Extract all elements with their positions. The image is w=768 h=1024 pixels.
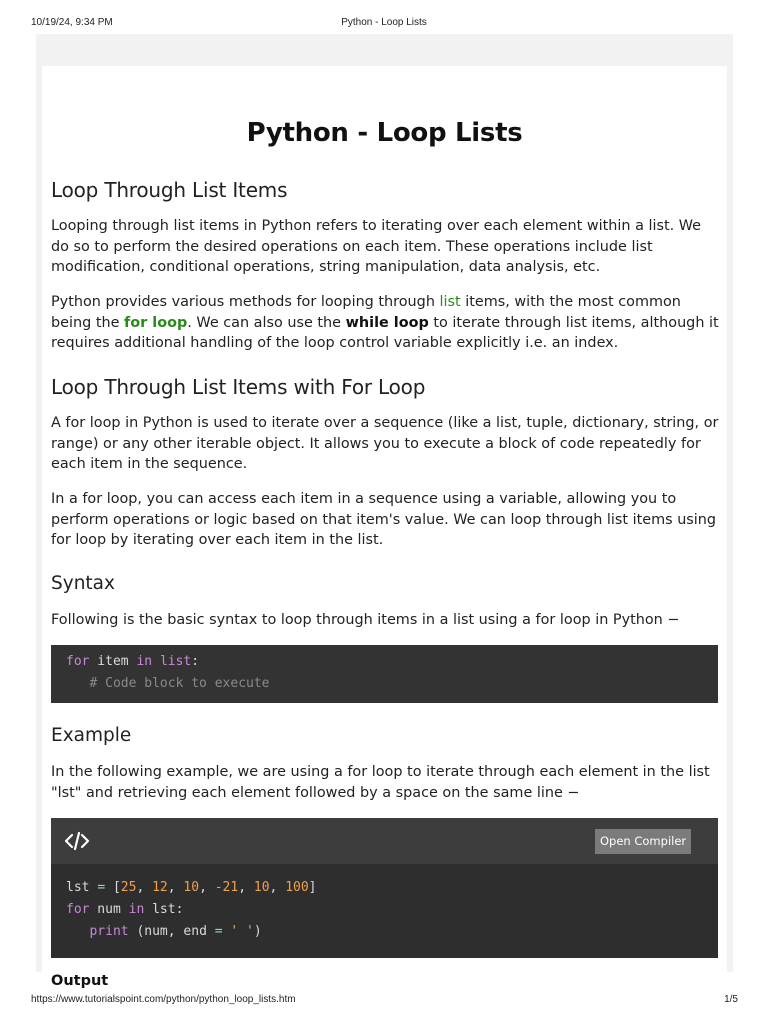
while-loop-text: while loop — [345, 314, 429, 331]
syntax-heading: Syntax — [51, 573, 115, 594]
print-url: https://www.tutorialspoint.com/python/python_loop_lists.htm — [31, 994, 296, 1005]
for-loop-link[interactable]: for loop — [124, 314, 188, 331]
open-compiler-button[interactable]: Open Compiler — [595, 829, 691, 854]
example-toolbar — [51, 818, 718, 864]
section-heading-for-loop: Loop Through List Items with For Loop — [51, 375, 426, 399]
example-code-block — [51, 818, 718, 958]
paragraph-intro: Looping through list items in Python refers to iterating over each element within a list. We do so to perform the desired operations on each item. These operations include list modification, conditional operations, string manipulation, data analysis, etc. — [51, 218, 701, 276]
page-frame — [36, 34, 733, 989]
syntax-code-line-1: for item in list: — [66, 654, 200, 669]
section-heading-loop-through-list-items: Loop Through List Items — [51, 178, 288, 202]
syntax-code-block — [51, 645, 718, 703]
paragraph-methods: Python provides various methods for looping through list items, with the most common being the for loop. We can also use the while loop to iterate through list items, although it requires additional handling of the loop control variable explicitly i.e. an index. — [51, 294, 719, 352]
code-brackets-icon — [65, 831, 89, 851]
print-footer — [0, 994, 768, 1008]
print-datetime: 10/19/24, 9:34 PM — [31, 17, 113, 28]
print-page-number: 1/5 — [724, 994, 738, 1005]
output-label: Output — [51, 973, 109, 989]
syntax-description: Following is the basic syntax to loop through items in a list using a for loop in Python − — [51, 612, 680, 628]
syntax-code-line-2: # Code block to execute — [89, 676, 270, 691]
example-code-line-3: print (num, end = ' ') — [89, 924, 262, 939]
article-content — [42, 66, 727, 989]
example-code-line-2: for num in lst: — [66, 902, 184, 917]
page-title: Python - Loop Lists — [246, 118, 523, 148]
example-description: In the following example, we are using a for loop to iterate through each element in the list "lst" and retrieving each element followed by a space on the same line − — [51, 764, 710, 801]
paragraph-for-loop-access: In a for loop, you can access each item in a sequence using a variable, allowing you to perform operations or logic based on that item's value. We can loop through list items using for loop by iterating over each item in the list. — [51, 491, 717, 549]
list-link[interactable]: list — [439, 294, 461, 310]
print-header — [0, 17, 768, 31]
print-page-title: Python - Loop Lists — [341, 17, 427, 28]
paragraph-for-loop-definition: A for loop in Python is used to iterate over a sequence (like a list, tuple, dictionary, string, or range) or any other iterable object. It allows you to execute a block of code repeatedly for each item in the sequence. — [51, 415, 719, 473]
example-heading: Example — [51, 725, 132, 746]
example-code-line-1: lst = [25, 12, 10, -21, 10, 100] — [66, 880, 317, 895]
